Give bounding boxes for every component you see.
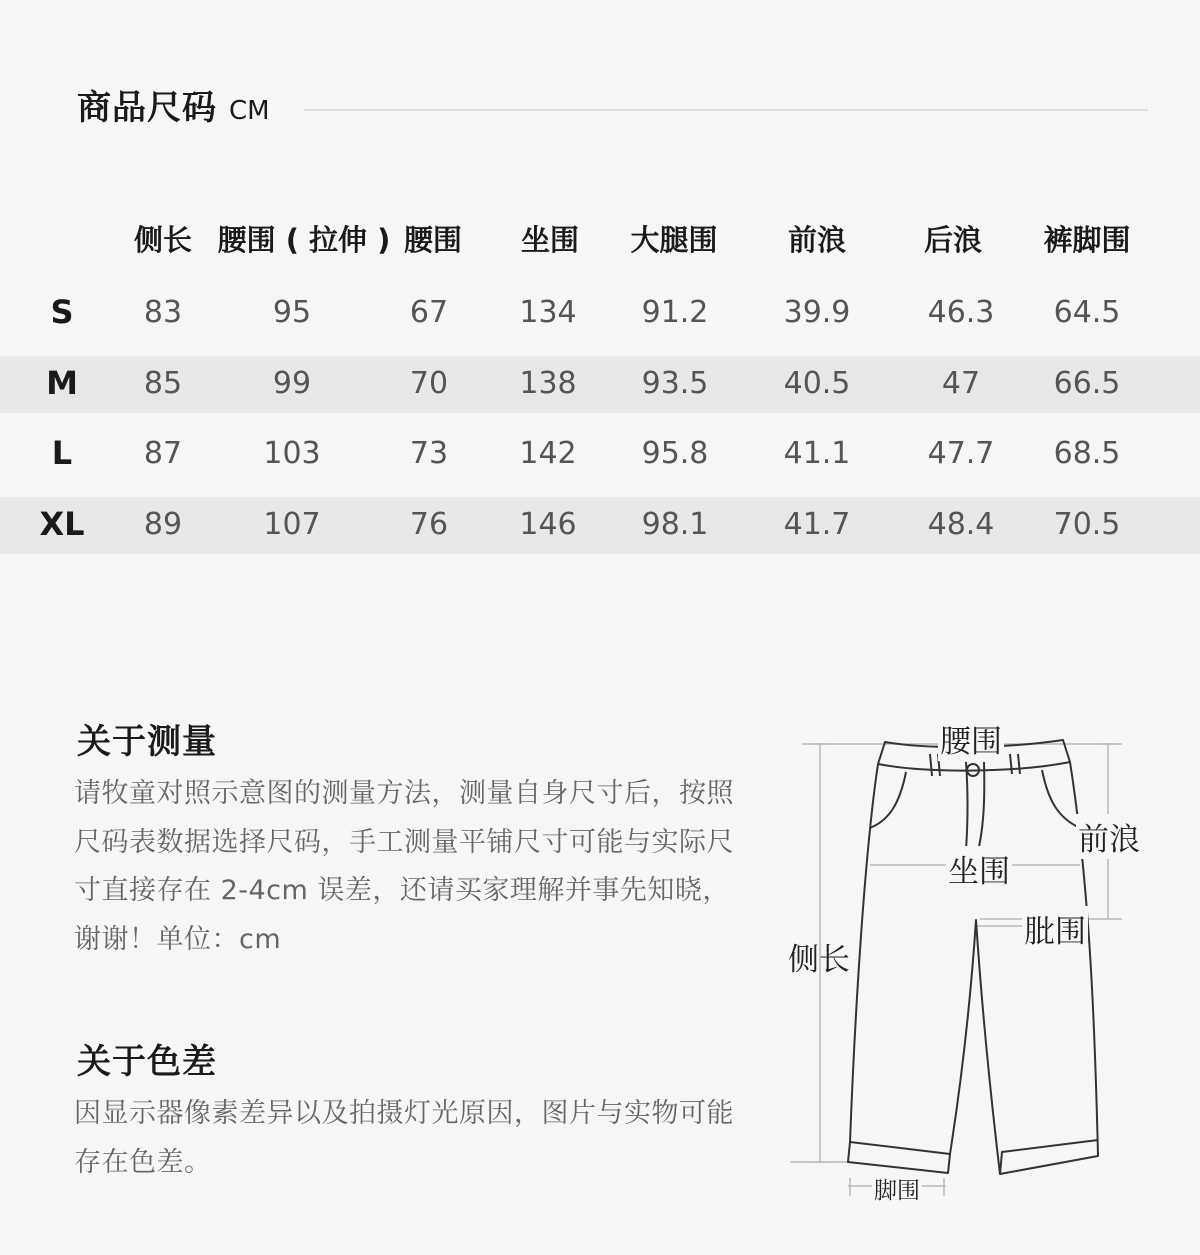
page-title: 商品尺码 <box>77 88 217 128</box>
col-header: 大腿围 <box>630 223 718 257</box>
thigh-label: 肶围 <box>1022 906 1088 951</box>
table-cell: 46.3 <box>927 295 995 330</box>
unit-label: CM <box>229 96 270 126</box>
measurement-text <box>74 770 754 964</box>
table-cell: 70.5 <box>1053 507 1121 542</box>
table-cell: 95 <box>272 295 312 330</box>
table-cell: 39.9 <box>783 295 851 330</box>
waist-label: 腰围 <box>938 716 1004 761</box>
table-cell: 40.5 <box>783 366 851 401</box>
table-cell: 70 <box>409 366 449 401</box>
size-label: L <box>51 434 73 472</box>
pants-measurement-diagram <box>780 710 1160 1210</box>
col-header: 后浪 <box>923 223 983 257</box>
measurement-line: 尺码表数据选择尺码，手工测量平铺尺寸可能与实际尺 <box>74 826 734 858</box>
table-cell: 41.1 <box>783 436 851 471</box>
col-header: 侧长 <box>133 223 193 257</box>
col-header: 裤脚围 <box>1043 223 1131 257</box>
size-label: M <box>46 364 78 402</box>
title-divider <box>304 109 1148 111</box>
table-cell: 107 <box>263 507 321 542</box>
hip-label: 坐围 <box>946 846 1012 891</box>
table-cell: 103 <box>263 436 321 471</box>
table-row <box>0 285 1200 342</box>
size-title-wrap <box>77 80 270 129</box>
color-diff-text <box>74 1090 754 1187</box>
color-diff-line: 因显示器像素差异以及拍摄灯光原因，图片与实物可能 <box>74 1098 734 1129</box>
side-length-label: 侧长 <box>788 942 850 978</box>
table-cell: 87 <box>143 436 183 471</box>
front-rise-label: 前浪 <box>1076 814 1142 859</box>
col-header: 前浪 <box>787 223 847 257</box>
table-cell: 134 <box>519 295 577 330</box>
table-cell: 64.5 <box>1053 295 1121 330</box>
table-cell: 93.5 <box>641 366 709 401</box>
table-header <box>0 200 1200 272</box>
table-row <box>0 426 1200 483</box>
table-cell: 98.1 <box>641 507 709 542</box>
table-cell: 41.7 <box>783 507 851 542</box>
table-row <box>0 497 1200 554</box>
size-label: S <box>50 293 74 331</box>
table-cell: 85 <box>143 366 183 401</box>
measurement-line: 请牧童对照示意图的测量方法，测量自身尺寸后，按照 <box>74 778 734 809</box>
color-diff-line: 存在色差。 <box>74 1146 212 1178</box>
col-header: 腰围 <box>403 223 463 257</box>
measurement-title: 关于测量 <box>77 722 217 762</box>
color-diff-title: 关于色差 <box>77 1042 217 1082</box>
table-cell: 76 <box>409 507 449 542</box>
table-cell: 48.4 <box>927 507 995 542</box>
measurement-line: 谢谢！单位：cm <box>74 923 282 955</box>
table-cell: 91.2 <box>641 295 709 330</box>
size-label: XL <box>39 505 85 543</box>
table-cell: 66.5 <box>1053 366 1121 401</box>
col-header: 腰围 ( 拉伸 ) <box>217 223 391 257</box>
table-cell: 89 <box>143 507 183 542</box>
table-cell: 95.8 <box>641 436 709 471</box>
table-cell: 47 <box>941 366 981 401</box>
table-row <box>0 356 1200 413</box>
table-cell: 67 <box>409 295 449 330</box>
table-cell: 138 <box>519 366 577 401</box>
table-cell: 99 <box>272 366 312 401</box>
table-cell: 83 <box>143 295 183 330</box>
table-cell: 47.7 <box>927 436 995 471</box>
table-cell: 68.5 <box>1053 436 1121 471</box>
col-header: 坐围 <box>520 223 580 257</box>
table-cell: 142 <box>519 436 577 471</box>
table-cell: 146 <box>519 507 577 542</box>
table-cell: 73 <box>409 436 449 471</box>
measurement-line: 寸直接存在 2-4cm 误差，还请买家理解并事先知晓， <box>74 875 730 906</box>
hem-label: 脚围 <box>872 1172 922 1205</box>
